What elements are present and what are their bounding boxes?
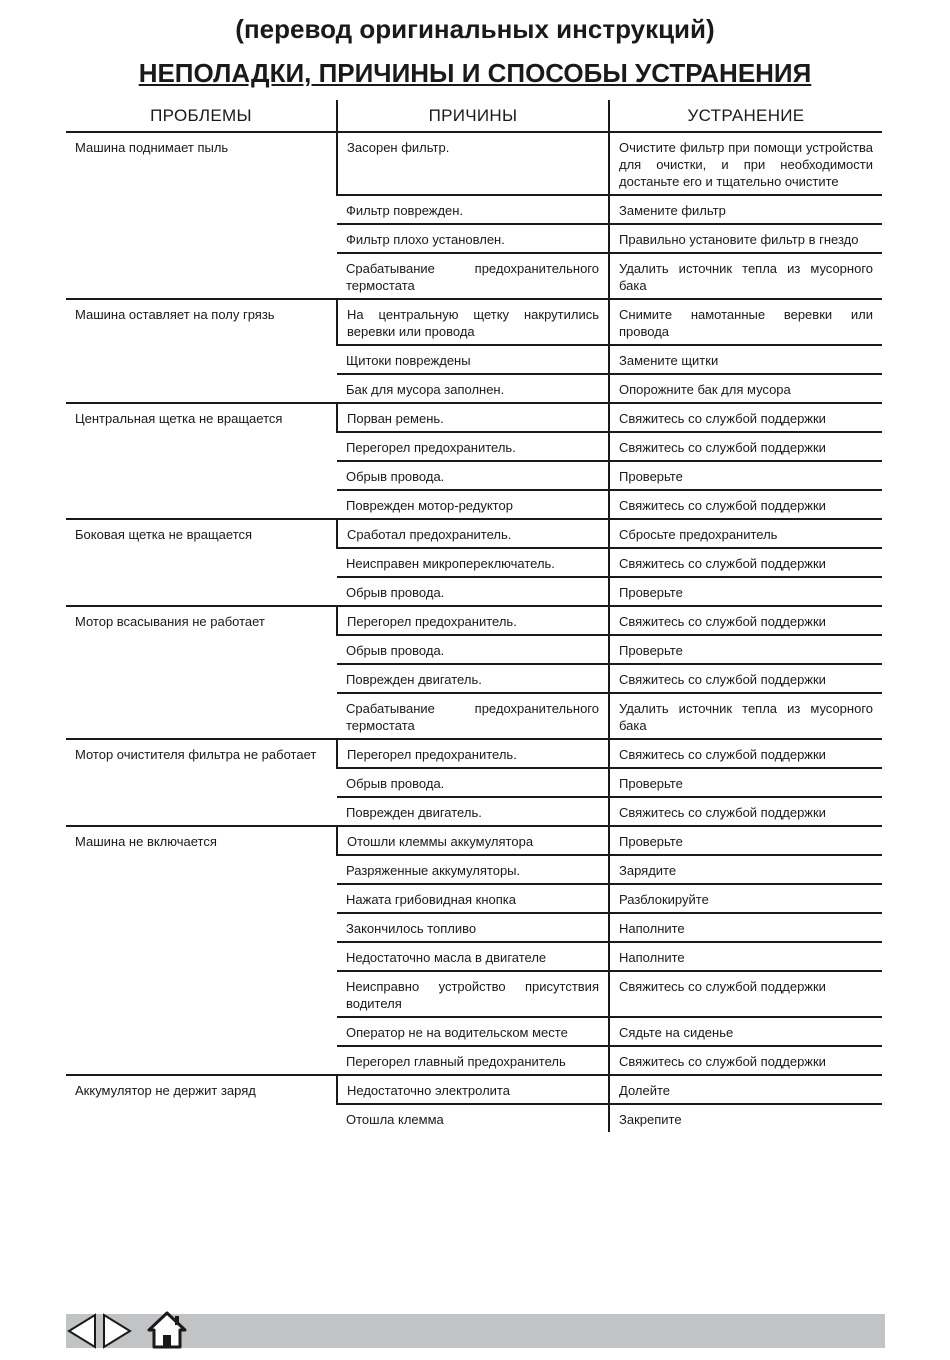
remedy-cell: Свяжитесь со службой поддержки [609, 606, 882, 635]
problem-cell: Машина не включается [66, 826, 337, 1075]
remedy-cell: Очистите фильтр при помощи устройства для очистки, и при необходимости достаньте его и тщательно очистите [609, 132, 882, 195]
column-header-remedies: УСТРАНЕНИЕ [609, 100, 882, 132]
cause-cell: Срабатывание предохранительного термостата [337, 253, 609, 299]
page-title: НЕПОЛАДКИ, ПРИЧИНЫ И СПОСОБЫ УСТРАНЕНИЯ [138, 58, 812, 88]
problem-cell: Боковая щетка не вращается [66, 519, 337, 606]
cause-cell: Неисправен микропереключатель. [337, 548, 609, 577]
cause-cell: Обрыв провода. [337, 635, 609, 664]
next-page-icon[interactable] [101, 1313, 133, 1349]
home-icon[interactable] [147, 1310, 187, 1350]
problem-cell: Центральная щетка не вращается [66, 403, 337, 519]
remedy-cell: Свяжитесь со службой поддержки [609, 403, 882, 432]
problem-cell: Машина оставляет на полу грязь [66, 299, 337, 403]
cause-cell: Обрыв провода. [337, 577, 609, 606]
remedy-cell: Закрепите [609, 1104, 882, 1132]
remedy-cell: Правильно установите фильтр в гнездо [609, 224, 882, 253]
cause-cell: Отошли клеммы аккумулятора [337, 826, 609, 855]
remedy-cell: Свяжитесь со службой поддержки [609, 971, 882, 1017]
troubleshooting-table-wrapper [66, 100, 882, 1132]
table-row [66, 403, 882, 432]
remedy-cell: Разблокируйте [609, 884, 882, 913]
cause-cell: Засорен фильтр. [337, 132, 609, 195]
cause-cell: Фильтр плохо установлен. [337, 224, 609, 253]
cause-cell: Обрыв провода. [337, 461, 609, 490]
remedy-cell: Свяжитесь со службой поддержки [609, 1046, 882, 1075]
cause-cell: Поврежден двигатель. [337, 797, 609, 826]
remedy-cell: Свяжитесь со службой поддержки [609, 664, 882, 693]
remedy-cell: Наполните [609, 942, 882, 971]
cause-cell: Разряженные аккумуляторы. [337, 855, 609, 884]
remedy-cell: Проверьте [609, 577, 882, 606]
cause-cell: Поврежден двигатель. [337, 664, 609, 693]
remedy-cell: Свяжитесь со службой поддержки [609, 797, 882, 826]
footer-bar [66, 1314, 885, 1348]
table-row [66, 299, 882, 345]
problem-cell: Мотор очистителя фильтра не работает [66, 739, 337, 826]
column-header-causes: ПРИЧИНЫ [337, 100, 609, 132]
table-header-row [66, 100, 882, 132]
troubleshooting-table [66, 100, 882, 1132]
remedy-cell: Проверьте [609, 768, 882, 797]
cause-cell: Фильтр поврежден. [337, 195, 609, 224]
cause-cell: Перегорел предохранитель. [337, 739, 609, 768]
remedy-cell: Сядьте на сиденье [609, 1017, 882, 1046]
table-row [66, 826, 882, 855]
cause-cell: Отошла клемма [346, 1112, 444, 1127]
column-header-problems: ПРОБЛЕМЫ [66, 100, 337, 132]
cause-cell: Перегорел предохранитель. [337, 432, 609, 461]
table-row [66, 1075, 882, 1104]
remedy-cell: Проверьте [609, 461, 882, 490]
remedy-cell: Свяжитесь со службой поддержки [609, 739, 882, 768]
cause-cell: На центральную щетку накрутились веревки или провода [337, 299, 609, 345]
cause-cell: Срабатывание предохранительного термостата [337, 693, 609, 739]
cause-cell: Обрыв провода. [337, 768, 609, 797]
cause-cell: Недостаточно масла в двигателе [337, 942, 609, 971]
remedy-cell: Наполните [609, 913, 882, 942]
table-body [66, 132, 882, 1132]
page-subtitle: (перевод оригинальных инструкций) [235, 14, 715, 44]
remedy-cell: Сбросьте предохранитель [609, 519, 882, 548]
cause-cell: Бак для мусора заполнен. [337, 374, 609, 403]
remedy-cell: Опорожните бак для мусора [609, 374, 882, 403]
remedy-cell: Замените фильтр [609, 195, 882, 224]
remedy-cell: Долейте [609, 1075, 882, 1104]
remedy-cell: Замените щитки [609, 345, 882, 374]
cause-cell: Нажата грибовидная кнопка [337, 884, 609, 913]
problem-cell: Аккумулятор не держит заряд [75, 1083, 256, 1098]
cause-cell: Недостаточно электролита [337, 1075, 609, 1104]
table-row [66, 132, 882, 195]
table-row [66, 739, 882, 768]
remedy-cell: Свяжитесь со службой поддержки [609, 490, 882, 519]
table-row [66, 606, 882, 635]
cause-cell: Закончилось топливо [337, 913, 609, 942]
remedy-cell: Проверьте [609, 635, 882, 664]
problem-cell: Мотор всасывания не работает [66, 606, 337, 739]
cause-cell: Оператор не на водительском месте [337, 1017, 609, 1046]
problem-cell: Машина поднимает пыль [66, 132, 337, 299]
cause-cell: Сработал предохранитель. [337, 519, 609, 548]
cause-cell: Порван ремень. [337, 403, 609, 432]
remedy-cell: Зарядите [609, 855, 882, 884]
remedy-cell: Свяжитесь со службой поддержки [609, 432, 882, 461]
remedy-cell: Свяжитесь со службой поддержки [609, 548, 882, 577]
remedy-cell: Проверьте [609, 826, 882, 855]
table-row [66, 519, 882, 548]
cause-cell: Перегорел предохранитель. [337, 606, 609, 635]
cause-cell: Перегорел главный предохранитель [337, 1046, 609, 1075]
remedy-cell: Снимите намотанные веревки или провода [609, 299, 882, 345]
remedy-cell: Удалить источник тепла из мусорного бака [609, 693, 882, 739]
cause-cell: Поврежден мотор-редуктор [337, 490, 609, 519]
cause-cell: Щитоки повреждены [337, 345, 609, 374]
cause-cell: Неисправно устройство присутствия водителя [337, 971, 609, 1017]
remedy-cell: Удалить источник тепла из мусорного бака [609, 253, 882, 299]
prev-page-icon[interactable] [66, 1313, 98, 1349]
